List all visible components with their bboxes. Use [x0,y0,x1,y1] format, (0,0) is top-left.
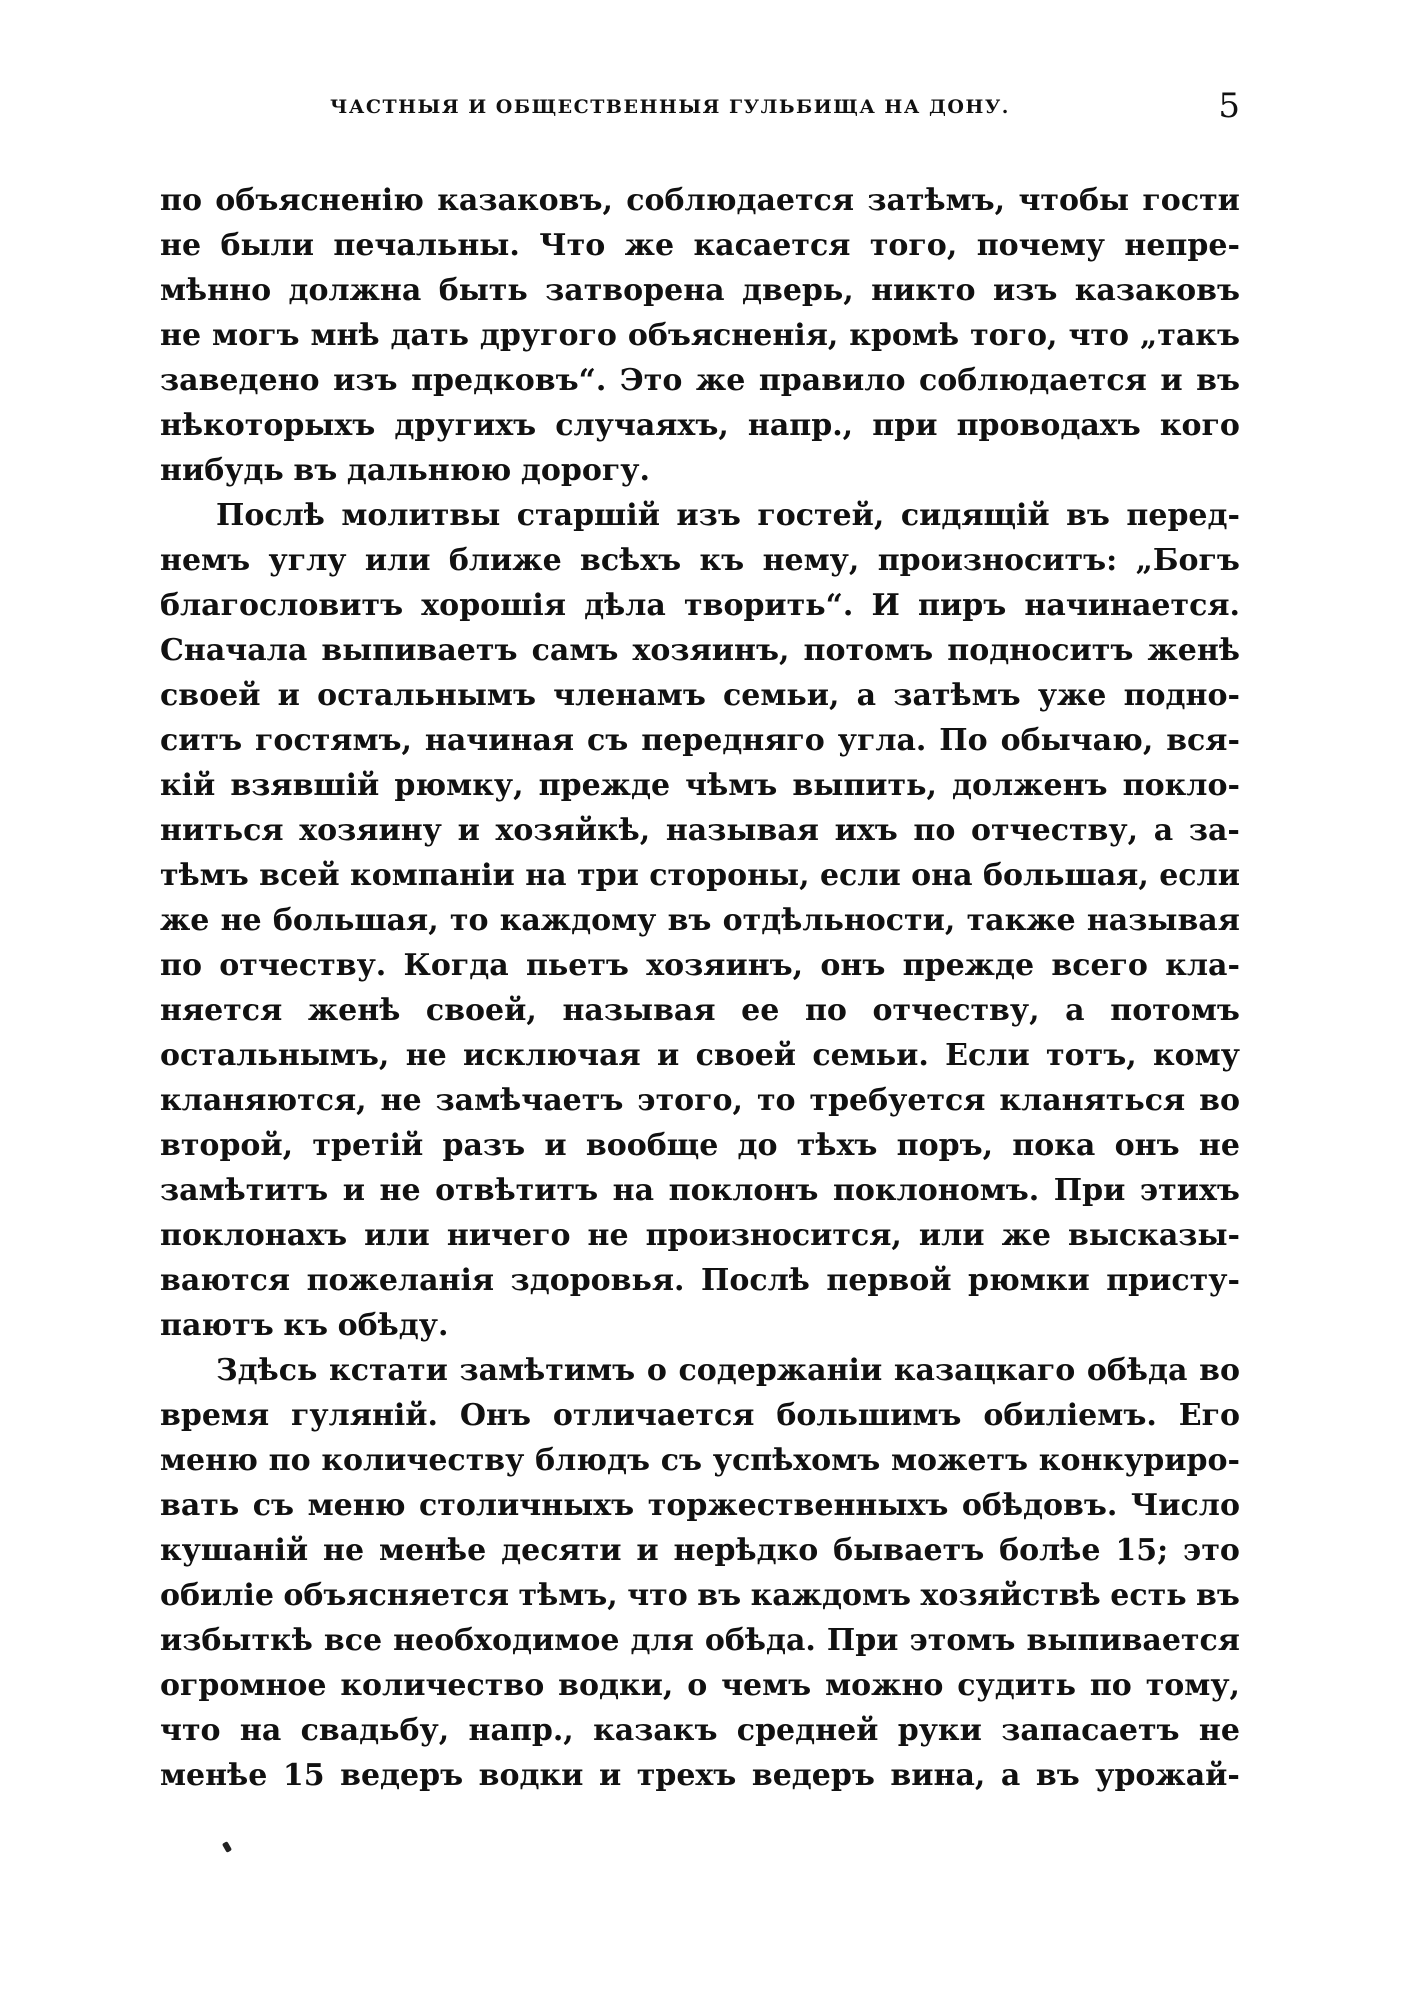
text-line: кланяются, не замѣчаетъ этого, то требуется кланяться во [160,1083,1240,1118]
text-line: время гуляній. Онъ отличается большимъ обиліемъ. Его [160,1398,1240,1433]
text-line: остальнымъ, не исключая и своей семьи. Если тотъ, кому [160,1038,1240,1073]
text-line: поклонахъ или ничего не произносится, или же высказы- [160,1218,1240,1253]
text-line: нибудь въ дальнюю дорогу. [160,453,650,488]
text-line: благословитъ хорошія дѣла творить“. И пиръ начинается. [160,588,1240,623]
text-line: няется женѣ своей, называя ее по отчеству, а потомъ [160,993,1240,1028]
ink-speck [222,1841,232,1853]
running-title: ЧАСТНЫЯ И ОБЩЕСТВЕННЫЯ ГУЛЬБИЩА НА ДОНУ. [330,96,1010,118]
text-line: избыткѣ все необходимое для обѣда. При этомъ выпивается [160,1623,1240,1658]
text-line: Здѣсь кстати замѣтимъ о содержаніи казацкаго обѣда во [216,1353,1240,1388]
text-line: нѣкоторыхъ другихъ случаяхъ, напр., при проводахъ кого [160,408,1240,443]
text-line: замѣтитъ и не отвѣтитъ на поклонъ поклономъ. При этихъ [160,1173,1240,1208]
text-line: заведено изъ предковъ“. Это же правило соблюдается и въ [160,363,1240,398]
text-line: тѣмъ всей компаніи на три стороны, если она большая, если [160,858,1240,893]
text-line: немъ углу или ближе всѣхъ къ нему, произноситъ: „Богъ [160,543,1240,578]
text-line: паютъ къ обѣду. [160,1308,449,1343]
text-line: огромное количество водки, о чемъ можно судить по тому, [160,1668,1240,1703]
text-line: кушаній не менѣе десяти и нерѣдко бываетъ болѣе 15; это [160,1533,1240,1568]
text-line: менѣе 15 ведеръ водки и трехъ ведеръ вина, а въ урожай- [160,1758,1240,1793]
text-line: же не большая, то каждому въ отдѣльности, также называя [160,903,1240,938]
text-line: второй, третій разъ и вообще до тѣхъ поръ, пока онъ не [160,1128,1240,1163]
text-line: Послѣ молитвы старшій изъ гостей, сидящій въ перед- [216,498,1240,533]
text-line: ваются пожеланія здоровья. Послѣ первой рюмки присту- [160,1263,1240,1298]
text-line: мѣнно должна быть затворена дверь, никто изъ казаковъ [160,273,1240,308]
text-line: по отчеству. Когда пьетъ хозяинъ, онъ прежде всего кла- [160,948,1240,983]
text-line: по объясненію казаковъ, соблюдается затѣмъ, чтобы гости [160,183,1240,218]
running-head [160,86,1240,132]
page-number: 5 [1218,86,1240,126]
text-line: ниться хозяину и хозяйкѣ, называя ихъ по отчеству, а за- [160,813,1240,848]
text-line: своей и остальнымъ членамъ семьи, а затѣмъ уже подно- [160,678,1240,713]
text-line: обиліе объясняется тѣмъ, что въ каждомъ хозяйствѣ есть въ [160,1578,1240,1613]
text-line: кій взявшій рюмку, прежде чѣмъ выпить, долженъ покло- [160,768,1240,803]
body-text [160,178,1240,1798]
text-line: не могъ мнѣ дать другого объясненія, кромѣ того, что „такъ [160,318,1240,353]
text-line: меню по количеству блюдъ съ успѣхомъ можетъ конкуриро- [160,1443,1240,1478]
text-line: ситъ гостямъ, начиная съ передняго угла. По обычаю, вся- [160,723,1240,758]
text-line: что на свадьбу, напр., казакъ средней руки запасаетъ не [160,1713,1240,1748]
text-line: не были печальны. Что же касается того, почему непре- [160,228,1240,263]
text-line: Сначала выпиваетъ самъ хозяинъ, потомъ подноситъ женѣ [160,633,1240,668]
text-line: вать съ меню столичныхъ торжественныхъ обѣдовъ. Число [160,1488,1240,1523]
